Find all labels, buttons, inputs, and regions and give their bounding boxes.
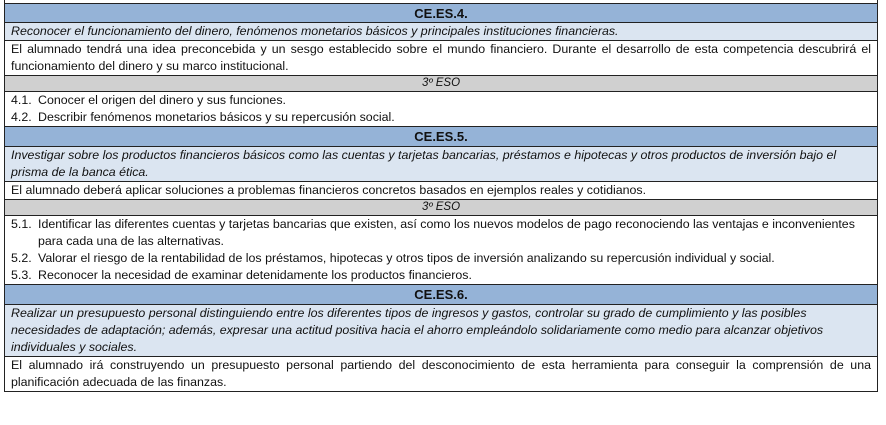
criterion-item (11, 216, 871, 250)
criterion-number: 5.2. (11, 251, 32, 265)
competency-description-6: Realizar un presupuesto personal distinguiendo entre los diferentes tipos de ingresos y gastos, controlar su grado de cumplimiento y las posibles necesidades de adaptación; además, expresar una actitud positiva hacia el ahorro empleándolo solidariamente como medio para alcanzar objetivos individuales y sociales. (4, 305, 878, 357)
criterion-number: 4.1. (11, 93, 32, 107)
level-label-5: 3º ESO (4, 200, 878, 216)
competency-code-4: CE.ES.4. (4, 3, 878, 23)
criterion-text: Valorar el riesgo de la rentabilidad de los préstamos, hipotecas y otros tipos de inversión analizando su repercusión individual y social. (38, 251, 775, 265)
criterion-number: 5.3. (11, 268, 32, 282)
competency-description-4: Reconocer el funcionamiento del dinero, fenómenos monetarios básicos y principales instituciones financieras. (4, 23, 878, 41)
criterion-item (11, 92, 871, 109)
competency-description-5: Investigar sobre los productos financieros básicos como las cuentas y tarjetas bancarias, préstamos e hipotecas y otros productos de inversión bajo el prisma de la banca ética. (4, 147, 878, 182)
criterion-item (11, 250, 871, 267)
competency-code-6: CE.ES.6. (4, 285, 878, 305)
criteria-list-4 (4, 92, 878, 127)
criterion-item (11, 109, 871, 126)
level-label-4: 3º ESO (4, 76, 878, 92)
competencies-table (4, 3, 878, 392)
competency-paragraph-4: El alumnado tendrá una idea preconcebida y un sesgo establecido sobre el mundo financiero. Durante el desarrollo de esta competencia descubrirá el funcionamiento del dinero y su marco institucional. (4, 41, 878, 76)
competency-paragraph-5: El alumnado deberá aplicar soluciones a problemas financieros concretos basados en ejemplos reales y cotidianos. (4, 182, 878, 200)
criterion-number: 4.2. (11, 110, 32, 124)
competency-paragraph-6: El alumnado irá construyendo un presupuesto personal partiendo del desconocimiento de esta herramienta para conseguir la comprensión de una planificación adecuada de las finanzas. (4, 357, 878, 392)
criterion-item (11, 267, 871, 284)
document-page (4, 0, 878, 425)
criterion-text: Identificar las diferentes cuentas y tarjetas bancarias que existen, así como los nuevos modelos de pago reconociendo las ventajas e inconvenientes para cada una de las alternativas. (38, 217, 855, 248)
criterion-number: 5.1. (11, 217, 32, 231)
criterion-text: Describir fenómenos monetarios básicos y su repercusión social. (38, 110, 395, 124)
criterion-text: Reconocer la necesidad de examinar detenidamente los productos financieros. (38, 268, 472, 282)
criteria-list-5 (4, 216, 878, 285)
criterion-text: Conocer el origen del dinero y sus funciones. (38, 93, 286, 107)
competency-code-5: CE.ES.5. (4, 127, 878, 147)
